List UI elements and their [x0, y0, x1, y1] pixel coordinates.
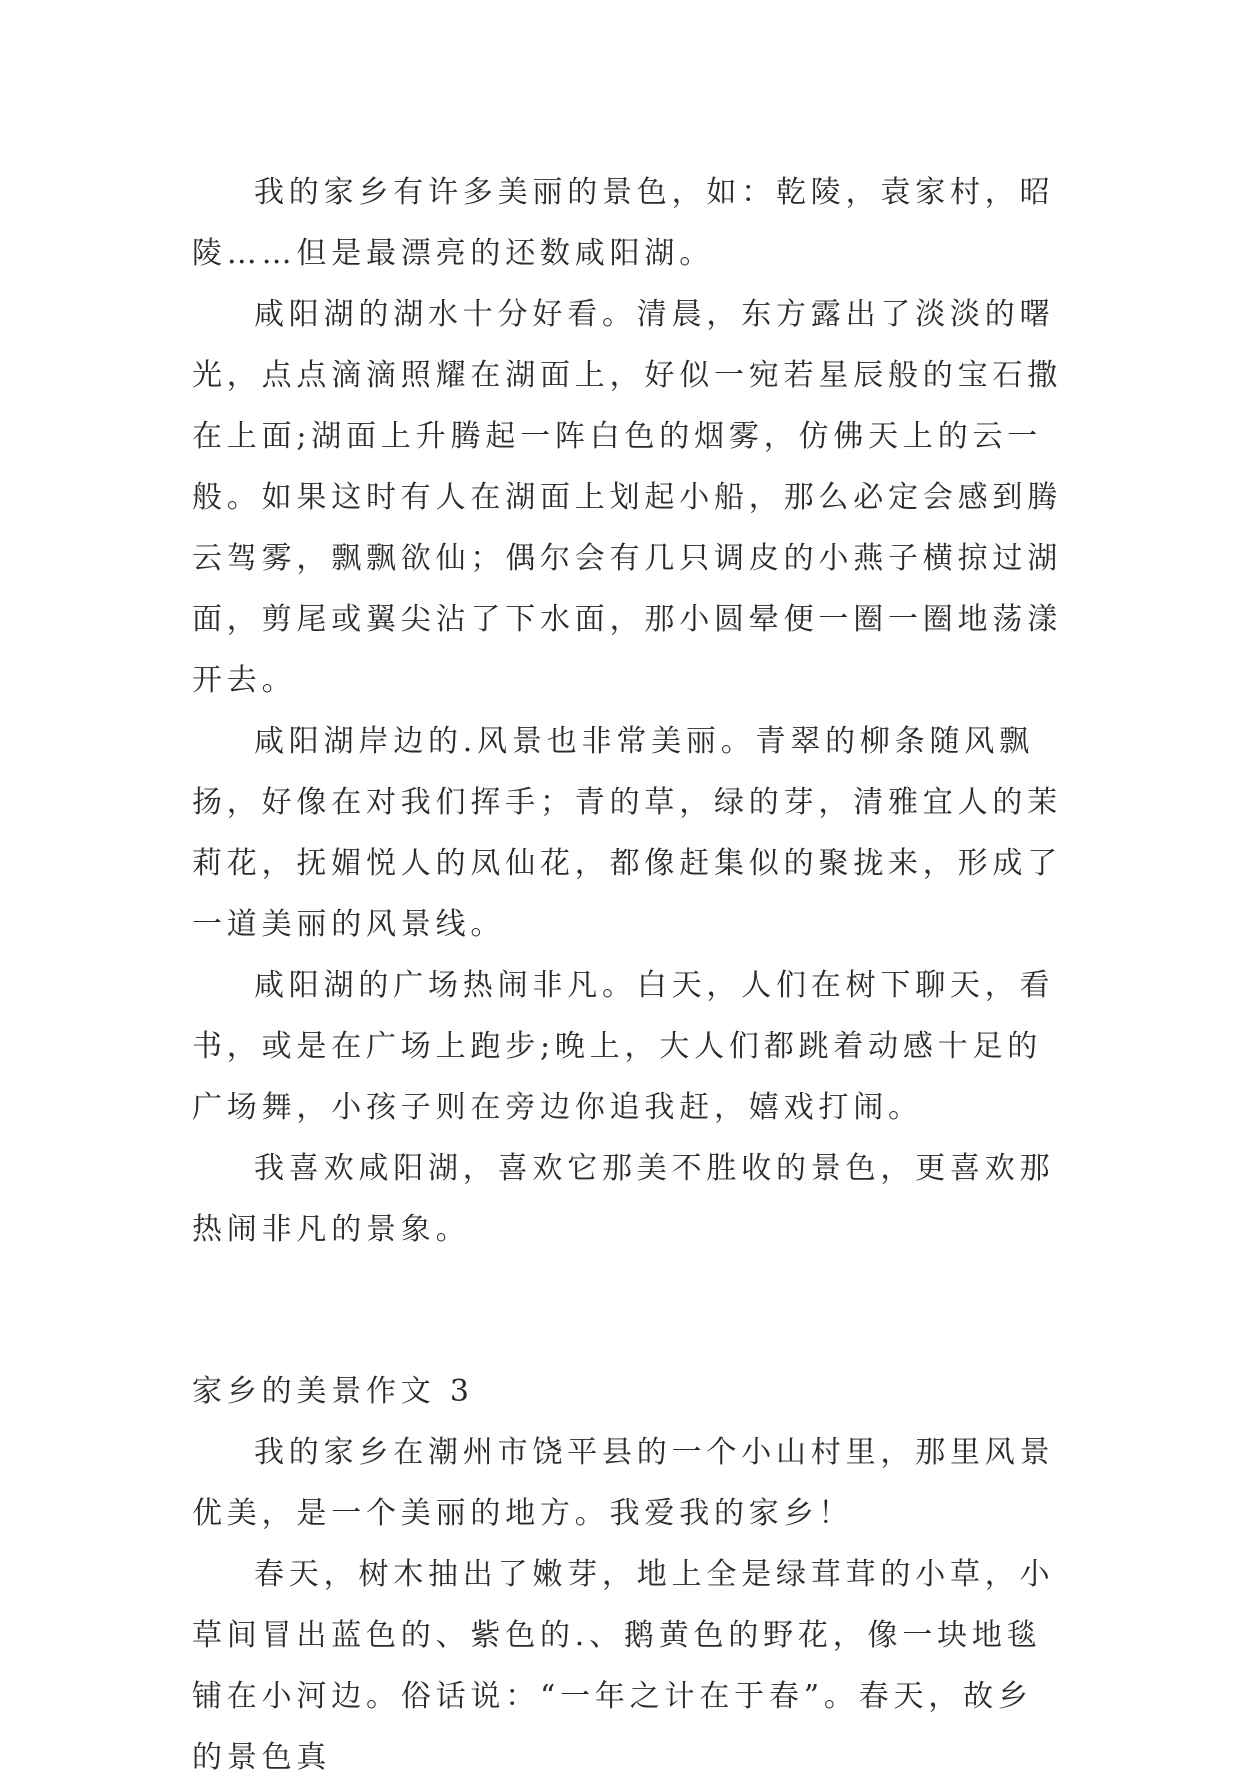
paragraph-lake-square: 咸阳湖的广场热闹非凡。白天，人们在树下聊天，看书，或是在广场上跑步;晚上，大人们都跳着动感十足的广场舞，小孩子则在旁边你追我赶，嬉戏打闹。: [192, 968, 1055, 1125]
paragraph-spring: 春天，树木抽出了嫩芽，地上全是绿茸茸的小草，小草间冒出蓝色的、紫色的.、鹅黄色的野花，像一块地毯铺在小河边。俗话说：“一年之计在于春”。春天，故乡的景色真: [192, 1557, 1055, 1775]
paragraph-conclusion: 我喜欢咸阳湖，喜欢它那美不胜收的景色，更喜欢那热闹非凡的景象。: [192, 1151, 1055, 1247]
paragraph-hometown: 我的家乡在潮州市饶平县的一个小山村里，那里风景优美，是一个美丽的地方。我爱我的家乡！: [192, 1435, 1055, 1531]
section-title: 家乡的美景作文 3: [192, 1374, 474, 1409]
paragraph-lake-water: 咸阳湖的湖水十分好看。清晨，东方露出了淡淡的曙光，点点滴滴照耀在湖面上，好似一宛若星辰般的宝石撒在上面;湖面上升腾起一阵白色的烟雾，仿佛天上的云一般。如果这时有人在湖面上划起小船，那么必定会感到腾云驾雾，飘飘欲仙；偶尔会有几只调皮的小燕子横掠过湖面，剪尾或翼尖沾了下水面，那小圆晕便一圈一圈地荡漾开去。: [192, 297, 1062, 698]
paragraph-intro: 我的家乡有许多美丽的景色，如：乾陵，袁家村，昭陵……但是最漂亮的还数咸阳湖。: [192, 175, 1055, 271]
document-body: [192, 162, 1062, 1788]
paragraph-lake-shore: 咸阳湖岸边的.风景也非常美丽。青翠的柳条随风飘扬，好像在对我们挥手；青的草，绿的芽，清雅宜人的茉莉花，抚媚悦人的凤仙花，都像赶集似的聚拢来，形成了一道美丽的风景线。: [192, 724, 1062, 942]
